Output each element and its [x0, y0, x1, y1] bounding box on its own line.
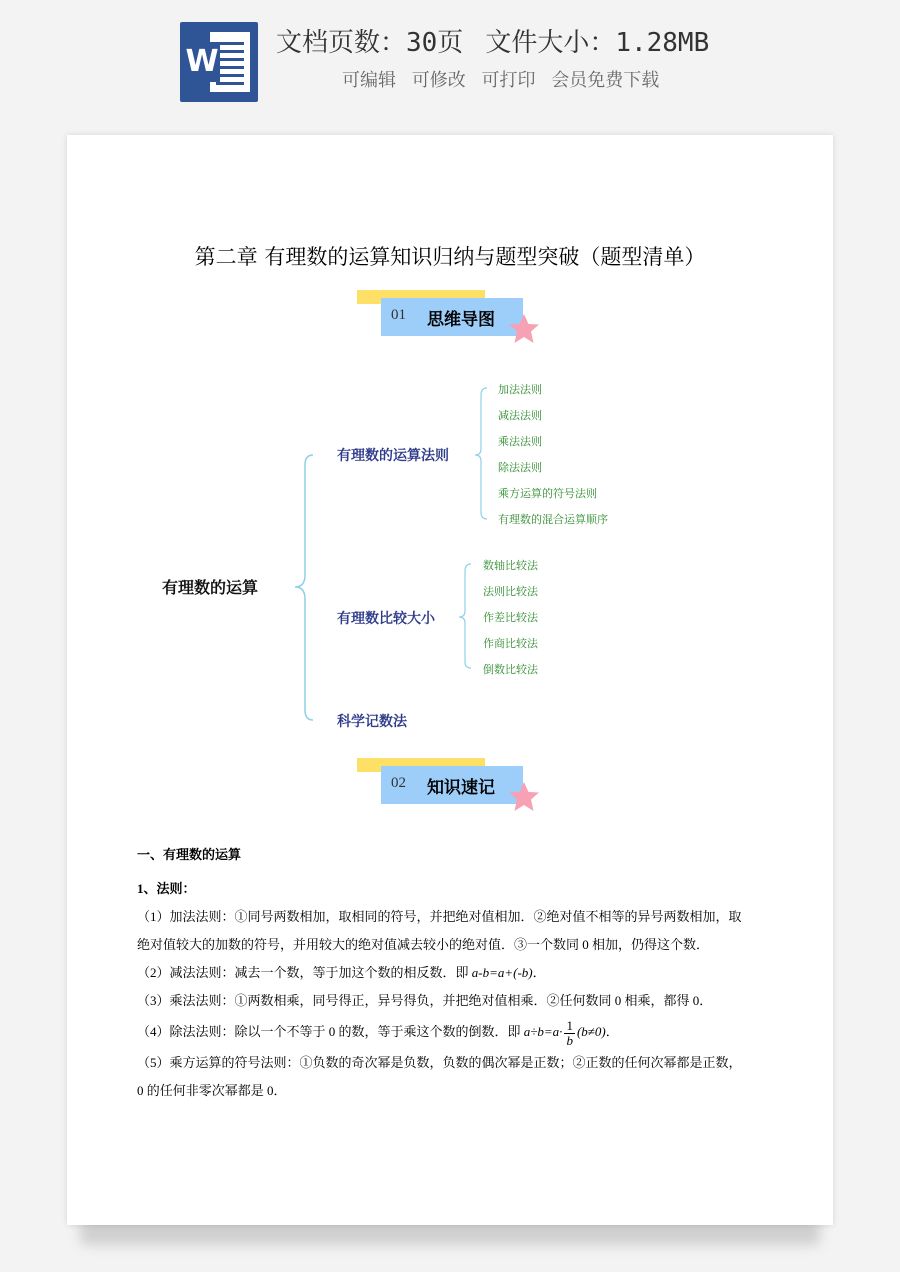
permission-edit: 可编辑	[342, 70, 396, 91]
mindmap-leaf: 有理数的混合运算顺序	[498, 513, 608, 526]
rule-subtraction	[137, 959, 769, 987]
star-icon	[507, 312, 541, 346]
content-subheading: 1、法则：	[137, 881, 196, 896]
mindmap-branch-compare: 有理数比较大小	[337, 611, 435, 627]
reciprocal-fraction	[564, 1019, 575, 1048]
mind-map-brackets	[67, 365, 833, 725]
permission-modify: 可修改	[411, 70, 466, 91]
rule-division-end: ．	[605, 1024, 619, 1039]
star-icon	[507, 780, 541, 814]
mindmap-leaf: 数轴比较法	[483, 559, 538, 572]
mindmap-leaf: 倒数比较法	[483, 663, 538, 676]
mindmap-root: 有理数的运算	[162, 578, 259, 597]
rule-subtraction-formula: a-b=a+(-b)	[471, 965, 533, 980]
document-title: 第二章 有理数的运算知识归纳与题型突破（题型清单）	[194, 245, 706, 269]
rule-division	[137, 1015, 769, 1049]
mindmap-branch-rules: 有理数的运算法则	[337, 448, 449, 464]
word-letter: W	[184, 42, 220, 82]
rule-division-formula-b: (b≠0)	[576, 1024, 606, 1039]
content-heading: 一、有理数的运算	[137, 847, 242, 862]
rule-power-line2: 0 的任何非零次幂都是 0．	[137, 1083, 287, 1098]
rule-division-text: （4）除法法则：除以一个不等于 0 的数，等于乘这个数的倒数．即	[137, 1024, 524, 1039]
rule-subtraction-text: （2）减法法则：减去一个数，等于加这个数的相反数．即	[137, 965, 472, 980]
mindmap-leaf: 乘法法则	[498, 435, 542, 448]
section-number: 02	[391, 775, 406, 791]
section-label: 知识速记	[427, 778, 495, 798]
mindmap-leaf: 除法法则	[498, 461, 542, 474]
fraction-numerator: 1	[566, 1017, 573, 1033]
permission-member-free: 会员免费下载	[551, 70, 660, 91]
section-banner-mindmap	[357, 290, 537, 342]
fraction-denominator: b	[566, 1032, 573, 1048]
mindmap-leaf: 乘方运算的符号法则	[498, 487, 597, 500]
rule-addition-line1: （1）加法法则：①同号两数相加，取相同的符号，并把绝对值相加．②绝对值不相等的异号两数相加，取	[137, 909, 742, 924]
mindmap-branch-scientific: 科学记数法	[337, 714, 407, 730]
mindmap-leaf: 法则比较法	[483, 585, 538, 598]
page-count: 文档页数：30页	[276, 28, 464, 58]
rule-addition-line2: 绝对值较大的加数的符号，并用较大的绝对值减去较小的绝对值．③一个数同 0 相加，仍得这个数．	[137, 937, 710, 952]
knowledge-content	[137, 835, 769, 1105]
rule-division-formula-a: a÷b=a·	[523, 1024, 563, 1039]
word-document-icon	[180, 22, 258, 102]
section-label: 思维导图	[427, 310, 495, 330]
rule-subtraction-end: ．	[532, 965, 546, 980]
section-number: 01	[391, 307, 406, 323]
permission-print: 可打印	[481, 70, 536, 91]
download-header	[0, 0, 900, 120]
section-banner-knowledge	[357, 758, 537, 810]
mindmap-leaf: 作商比较法	[483, 637, 538, 650]
document-page	[67, 135, 833, 1225]
permission-list	[342, 66, 669, 92]
file-meta	[276, 22, 731, 59]
mindmap-leaf: 加法法则	[498, 383, 542, 396]
mindmap-leaf: 减法法则	[498, 409, 542, 422]
mindmap-leaf: 作差比较法	[483, 611, 538, 624]
rule-power-line1: （5）乘方运算的符号法则：①负数的奇次幂是负数，负数的偶次幂是正数；②正数的任何次幂都是正数，	[137, 1055, 742, 1070]
rule-multiplication: （3）乘法法则：①两数相乘，同号得正，异号得负，并把绝对值相乘．②任何数同 0 相乘，都得 0．	[137, 993, 713, 1008]
file-size: 文件大小：1.28MB	[485, 28, 710, 58]
mind-map	[67, 365, 833, 730]
